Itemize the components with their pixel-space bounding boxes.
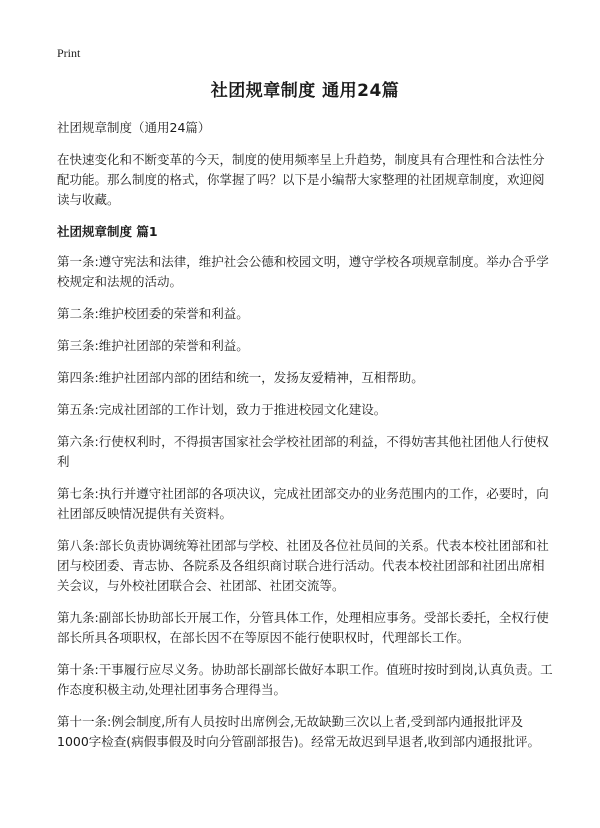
article-3: 第三条:维护社团部的荣誉和利益。: [57, 338, 249, 353]
article-6: 第六条:行使权利时，不得损害国家社会学校社团部的利益，不得妨害其他社团他人行使权利: [57, 434, 549, 469]
article-1: 第一条:遵守宪法和法律，维护社会公德和校园文明，遵守学校各项规章制度。举办合乎学校规定和法规的活动。: [57, 254, 549, 289]
article-9: 第九条:副部长协助部长开展工作，分管具体工作，处理相应事务。受部长委托，全权行使部长所具各项职权，在部长因不在等原因不能行使职权时，代理部长工作。: [57, 610, 549, 645]
document-body: [57, 118, 553, 764]
document-title: 社团规章制度 通用24篇: [210, 81, 400, 101]
article-5: 第五条:完成社团部的工作计划，致力于推进校园文化建设。: [57, 402, 387, 417]
intro-paragraph: 在快速变化和不断变革的今天，制度的使用频率呈上升趋势，制度具有合理性和合法性分配功能。那么制度的格式，你掌握了吗？以下是小编帮大家整理的社团规章制度，欢迎阅读与收藏。: [57, 152, 545, 207]
article-7: 第七条:执行并遵守社团部的各项决议，完成社团部交办的业务范围内的工作，必要时，向社团部反映情况提供有关资料。: [57, 486, 549, 521]
document-subtitle: 社团规章制度（通用24篇）: [57, 120, 211, 135]
article-2: 第二条:维护校团委的荣誉和利益。: [57, 306, 249, 321]
article-10: 第十条:干事履行应尽义务。协助部长副部长做好本职工作。值班时按时到岗,认真负责。工作态度积极主动,处理社团事务合理得当。: [57, 662, 553, 697]
article-8: 第八条:部长负责协调统筹社团部与学校、社团及各位社员间的关系。代表本校社团部和社团与校团委、青志协、各院系及各组织商讨联合进行活动。代表本校社团部和社团出席相关会议，与外校社团联合会、社团部、社团交流等。: [57, 538, 549, 593]
section-heading: 社团规章制度 篇1: [57, 224, 158, 239]
article-4: 第四条:维护社团部内部的团结和统一，发扬友爱精神，互相帮助。: [57, 370, 424, 385]
article-11: 第十一条:例会制度,所有人员按时出席例会,无故缺勤三次以上者,受到部内通报批评及1000字检查(病假事假及时向分管副部报告)。经常无故迟到早退者,收到部内通报批评。: [57, 714, 541, 749]
print-link[interactable]: Print: [57, 46, 81, 60]
